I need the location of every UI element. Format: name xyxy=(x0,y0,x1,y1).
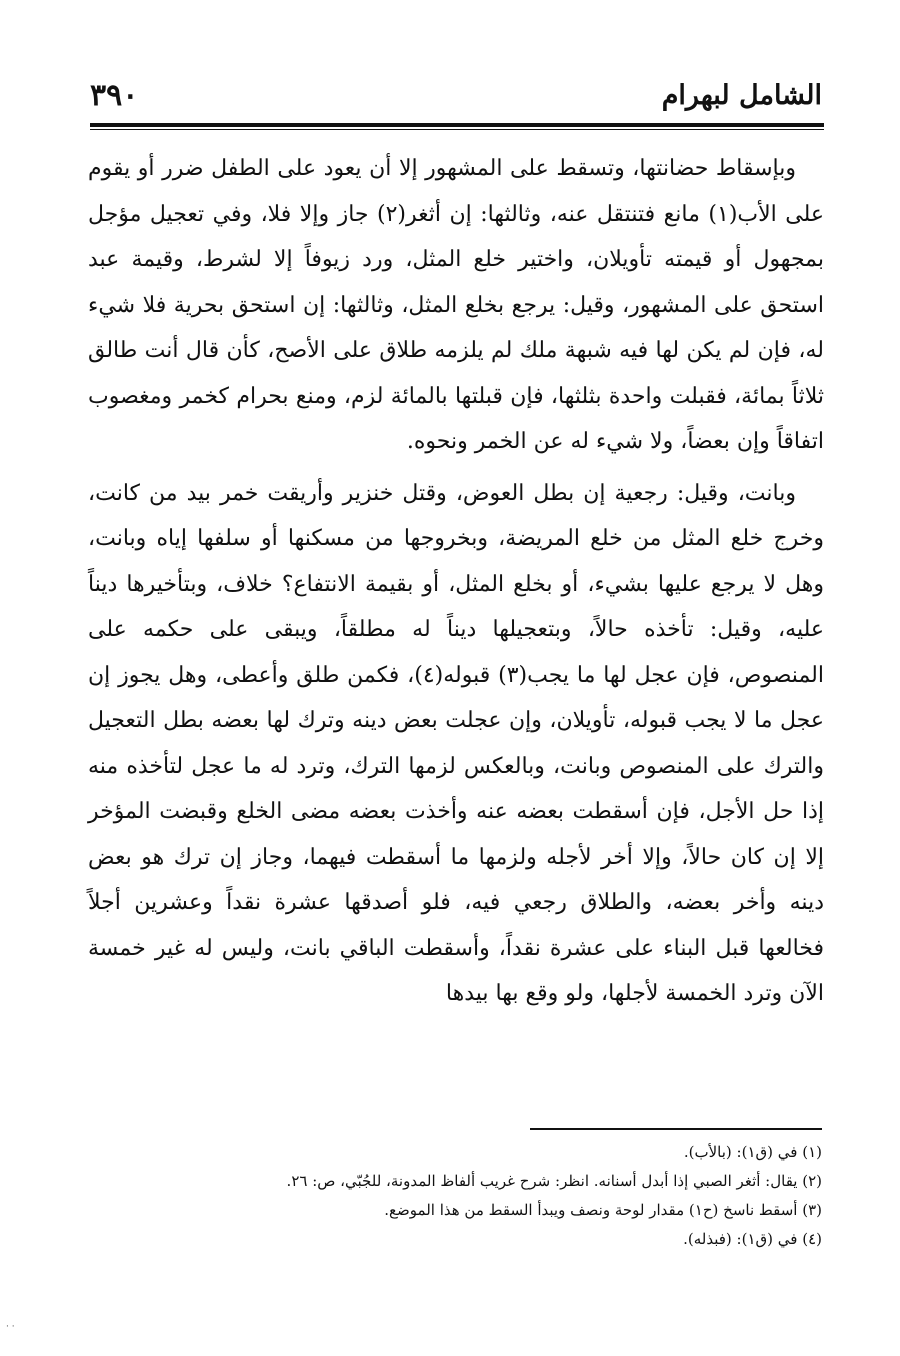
footnote: (٤) في (ق١): (فبذله). xyxy=(683,1230,822,1248)
page-number: ٣٩٠ xyxy=(90,78,139,113)
scan-specks: · · xyxy=(6,1322,15,1332)
header-rule-thin xyxy=(90,129,824,130)
footnote-separator xyxy=(530,1128,822,1130)
main-text xyxy=(88,146,824,1017)
footnote: (١) في (ق١): (بالأب). xyxy=(683,1143,822,1161)
page-header xyxy=(90,78,822,118)
footnote: (٣) أسقط ناسخ (ح١) مقدار لوحة ونصف ويبدأ السقط من هذا الموضع. xyxy=(384,1201,822,1219)
header-rule-thick xyxy=(90,123,824,127)
footnotes xyxy=(200,1138,822,1254)
paragraph: وبإسقاط حضانتها، وتسقط على المشهور إلا أن يعود على الطفل ضرر أو يقوم على الأب(١) مانع فتنتقل عنه، وثالثها: إن أثغر(٢) جاز وإلا فلا، وفي تعجيل مؤجل بمجهول أو قيمته تأويلان، واختير خلع المثل، ورد زيوفاً إلا لشرط، وقيمة عبد استحق على المشهور، وقيل: يرجع بخلع المثل، وثالثها: إن استحق بحرية فلا شيء له، فإن لم يكن لها فيه شبهة ملك لم يلزمه طلاق على الأصح، كأن قال أنت طالق ثلاثاً بمائة، فقبلت واحدة بثلثها، فإن قبلتها بالمائة لزم، ومنع بحرام كخمر ومغصوب اتفاقاً وإن بعضاً، ولا شيء له عن الخمر ونحوه. xyxy=(88,156,824,454)
footnote: (٢) يقال: أثغر الصبي إذا أبدل أسنانه. انظر: شرح غريب ألفاظ المدونة، للجُبّي، ص: ٢٦. xyxy=(286,1172,822,1190)
running-title: الشامل لبهرام xyxy=(661,80,822,111)
paragraph: وبانت، وقيل: رجعية إن بطل العوض، وقتل خنزير وأريقت خمر بيد من كانت، وخرج خلع المثل من خلع المريضة، وبخروجها من مسكنها أو سلفها إياه وبانت، وهل لا يرجع عليها بشيء، أو بخلع المثل، أو بقيمة الانتفاع؟ خلاف، وبتأخيرها ديناً عليه، وقيل: تأخذه حالاً، وبتعجيلها ديناً له مطلقاً، ويبقى على حكمه على المنصوص، فإن عجل لها ما يجب(٣) قبوله(٤)، فكمن طلق وأعطى، وهل يجوز إن عجل ما لا يجب قبوله، تأويلان، وإن عجلت بعض دينه وترك لها بعضه بطل التعجيل والترك على المنصوص وبانت، وبالعكس لزمها الترك، وترد له ما عجل لتأخذه منه إذا حل الأجل، فإن أسقطت بعضه عنه وأخذت بعضه مضى الخلع وقبضت المؤخر إلا إن كان حالاً، وإلا أخر لأجله ولزمها ما أسقطت فيهما، وجاز إن ترك هو بعض دينه وأخر بعضه، والطلاق رجعي فيه، فلو أصدقها عشرة نقداً وعشرين أجلاً فخالعها قبل البناء على عشرة نقداً، وأسقطت الباقي بانت، وليس له غير خمسة الآن وترد الخمسة لأجلها، ولو وقع بها بيدها xyxy=(88,480,824,1006)
